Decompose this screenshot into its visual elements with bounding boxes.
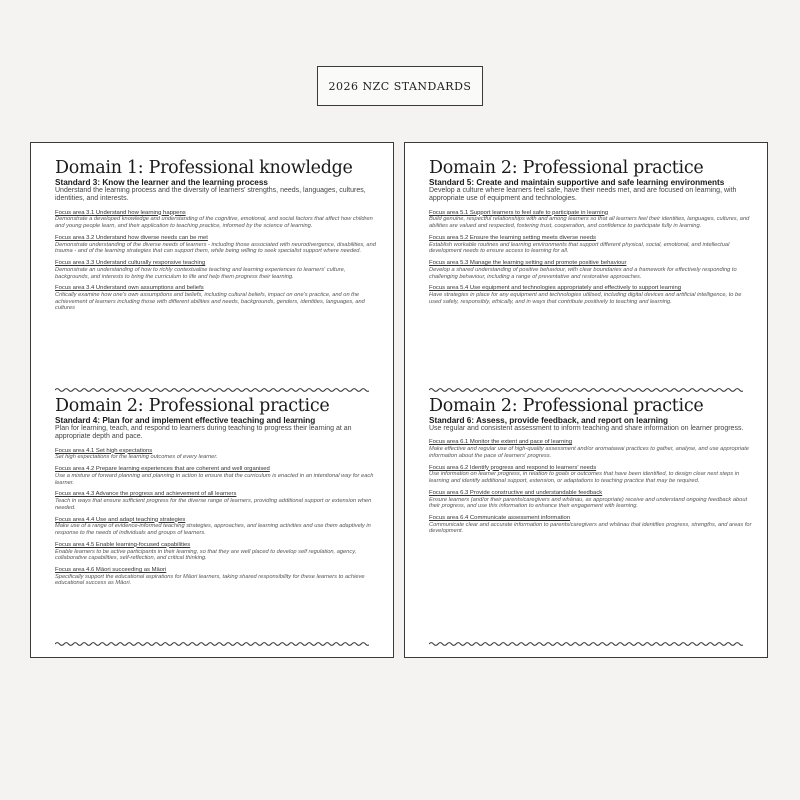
focus-area: [55, 448, 379, 462]
focus-area: [429, 490, 753, 510]
wavy-line: [429, 389, 743, 392]
focus-area-text: Build genuine, respectful relationships with and among learners so that all learners feel their identities, languages, cultures, and abilities are valued and respected, fostering trust, cooperation, and confidence to participate fully in learning.: [429, 216, 750, 230]
standard-description: Understand the learning process and the diversity of learners' strengths, needs, languages, cultures, identities, and interests.: [55, 187, 366, 203]
left-page: [30, 142, 394, 658]
focus-area-text: Make use of a range of evidence-informed teaching strategies, approaches, and learning activities and use them adaptively in response to the needs of individuals and groups of learners.: [55, 523, 371, 536]
domain-section: [429, 397, 753, 540]
focus-area-heading: Focus area 5.2 Ensure the learning setting meets diverse needs: [429, 234, 596, 241]
focus-area-heading: Focus area 4.6 Māori succeeding as Māori: [55, 566, 167, 573]
domain-section: [55, 397, 379, 592]
domain-section: [429, 159, 753, 310]
focus-area: [55, 260, 379, 280]
domain-title: Domain 2: Professional practice: [429, 396, 704, 416]
wavy-line: [429, 643, 743, 646]
standard-title: Standard 5: Create and maintain supportive and safe learning environments: [429, 178, 725, 187]
focus-area-heading: Focus area 3.1 Understand how learning happens: [55, 209, 186, 216]
focus-area-heading: Focus area 4.2 Prepare learning experiences that are coherent and well organised: [55, 466, 270, 473]
focus-area: [429, 235, 753, 255]
focus-area-text: Establish workable routines and learning environments that support different physical, social, emotional, and intellectual development needs to ensure access to learning for all.: [429, 241, 730, 255]
focus-list: [429, 439, 753, 535]
focus-list: [429, 210, 753, 306]
wavy-divider: [55, 641, 369, 647]
focus-area: [55, 491, 379, 511]
focus-area: [55, 285, 379, 312]
focus-area: [55, 567, 379, 587]
domain-section: [55, 159, 379, 317]
focus-area-text: Communicate clear and accurate information to parents/caregivers and whānau that identifies progress, strengths, and areas for development.: [429, 521, 752, 535]
focus-list: [55, 210, 379, 313]
focus-area-text: Use a mixture of forward planning and planning in action to ensure that the curriculum is enacted in an intentional way for each learner.: [55, 472, 374, 486]
focus-area: [429, 515, 753, 535]
focus-area: [429, 210, 753, 230]
focus-area-heading: Focus area 5.3 Manage the learning setting and promote positive behaviour: [429, 260, 627, 266]
focus-area: [429, 285, 753, 305]
wavy-divider: [55, 387, 369, 393]
domain-title: Domain 1: Professional knowledge: [55, 158, 353, 178]
document-title: 2026 NZC STANDARDS: [317, 66, 483, 106]
focus-area: [429, 260, 753, 280]
focus-area-heading: Focus area 3.4 Understand own assumptions and beliefs: [55, 285, 204, 292]
focus-area-heading: Focus area 6.3 Provide constructive and understandable feedback: [429, 489, 603, 496]
standard-title: Standard 4: Plan for and implement effective teaching and learning: [55, 416, 316, 425]
focus-area-heading: Focus area 6.2 Identify progress and respond to learners' needs: [429, 464, 597, 471]
wavy-divider: [429, 387, 743, 393]
focus-area-text: Develop a shared understanding of positive behaviour, with clear boundaries and a framework for effectively responding to challenging behaviour, including a range of preventative and restorative approaches.: [429, 266, 737, 280]
right-page: [404, 142, 768, 658]
focus-area-text: Have strategies in place for any equipment and technologies utilised, including digital devices and artificial intelligence, to be used safely, responsibly, ethically, and in ways that contribute positively to teaching and learning.: [429, 292, 742, 305]
focus-area-heading: Focus area 4.3 Advance the progress and achievement of all learners: [55, 491, 237, 498]
focus-area-text: Use information on learner progress, in relation to goals or outcomes that have been identified, to design clear next steps in learning and identify additional support, extension, or adaptations to teaching practice that may be required.: [429, 471, 740, 484]
focus-area-heading: Focus area 5.1 Support learners to feel safe to participate in learning: [429, 209, 609, 216]
focus-area: [55, 542, 379, 562]
focus-area-heading: Focus area 4.5 Enable learning-focused capabilities: [55, 541, 191, 548]
focus-area: [429, 439, 753, 459]
focus-area: [55, 235, 379, 255]
focus-area-heading: Focus area 4.4 Use and adapt teaching strategies: [55, 516, 186, 523]
domain-title: Domain 2: Professional practice: [429, 158, 704, 178]
standard-description: Plan for learning, teach, and respond to learners during teaching to progress their learning at an appropriate depth and pace.: [55, 425, 352, 441]
focus-area-heading: Focus area 6.1 Monitor the extent and pace of learning: [429, 439, 573, 446]
focus-area: [55, 210, 379, 230]
focus-area-text: Teach in ways that ensure sufficient progress for the diverse range of learners, providing additional support or extension when needed.: [55, 498, 372, 511]
focus-area-text: Set high expectations for the learning outcomes of every learner.: [55, 454, 218, 461]
focus-area-heading: Focus area 3.2 Understand how diverse needs can be met: [55, 234, 208, 241]
focus-area-text: Critically examine how one's own assumptions and beliefs, including cultural beliefs, impact on one's practice, and on the achievement of learners including those with different abilities and needs, backgrounds, genders, identities, languages, and cultures: [55, 292, 365, 312]
wavy-divider: [429, 641, 743, 647]
standard-description: Develop a culture where learners feel safe, have their needs met, and are focused on learning, with appropriate use of equipment and technologies.: [429, 187, 737, 203]
focus-area: [55, 517, 379, 537]
standard-description: Use regular and consistent assessment to inform teaching and share information on learner progress.: [429, 425, 744, 432]
focus-area-text: Demonstrate understanding of the diverse needs of learners - including those associated with neurodivergence, disabilities, and trauma - and of the learning strategies that can support them, while being willing to seek specialist support where needed.: [55, 241, 376, 255]
wavy-line: [55, 389, 369, 392]
focus-area-heading: Focus area 4.1 Set high expectations: [55, 447, 153, 454]
standard-title: Standard 3: Know the learner and the learning process: [55, 178, 268, 187]
focus-area-text: Enable learners to be active participants in their learning, so that they are well placed to develop self regulation, agency, collaborative capabilities, self-reflection, and critical thinking.: [55, 548, 357, 562]
focus-area-text: Demonstrate an understanding of how to richly contextualise teaching and learning experiences to learners' culture, backgrounds, and interests to bring the curriculum to life and help them progress their learning.: [55, 266, 346, 280]
domain-title: Domain 2: Professional practice: [55, 396, 330, 416]
focus-area-text: Specifically support the educational aspirations for Māori learners, taking shared responsibility for these learners to achieve educational success as Māori.: [55, 573, 365, 587]
focus-area-text: Demonstrate a developed knowledge and understanding of the cognitive, emotional, and social factors that affect how children and young people learn, and their application to teaching practice, informed by the science of learning.: [55, 216, 373, 230]
standard-title: Standard 6: Assess, provide feedback, and report on learning: [429, 416, 669, 425]
wavy-line: [55, 643, 369, 646]
focus-list: [55, 448, 379, 588]
focus-area-heading: Focus area 5.4 Use equipment and technologies appropriately and effectively to support learning: [429, 285, 682, 292]
focus-area: [429, 465, 753, 485]
focus-area-heading: Focus area 6.4 Communicate assessment information: [429, 514, 571, 521]
focus-area-text: Ensure learners (and/or their parents/caregivers and whānau, as appropriate) receive and understand ongoing feedback about their progress, and use this information to enhance their engagement with learning.: [429, 496, 748, 510]
focus-area-text: Make effective and regular use of high-quality assessment and/or aromatawai practices to gather, analyse, and use appropriate information about the pace of learners' progress.: [429, 446, 749, 459]
focus-area: [55, 466, 379, 486]
focus-area-heading: Focus area 3.3 Understand culturally responsive teaching: [55, 260, 206, 266]
